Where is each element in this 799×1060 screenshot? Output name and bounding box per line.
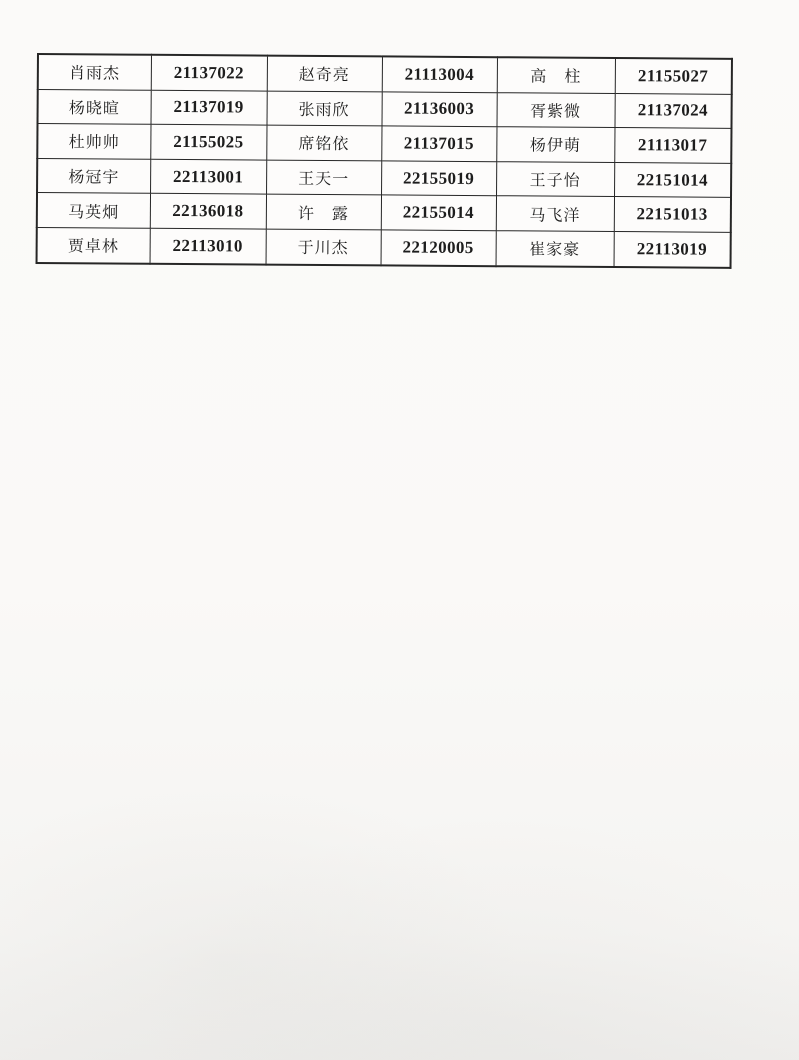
student-name-cell: 杨冠宇 [37,158,150,193]
student-name-cell: 高 柱 [497,57,615,93]
student-name-cell: 崔家豪 [496,231,614,267]
student-id-cell: 22120005 [381,230,496,266]
student-name-cell: 贾卓林 [37,227,150,263]
table-row [38,54,732,94]
student-name-cell: 张雨欣 [267,91,382,126]
student-name-cell: 马英炯 [37,193,150,228]
student-id-cell: 21136003 [381,92,496,127]
student-id-cell: 21137019 [151,90,267,125]
student-id-cell: 22113019 [614,231,731,267]
student-name-cell: 于川杰 [266,229,381,265]
table-row [37,124,731,163]
student-name-cell: 杨晓暄 [38,89,151,124]
student-id-cell: 22155014 [381,195,496,230]
student-name-cell: 王子怡 [496,161,614,196]
student-name-cell: 杨伊萌 [496,127,614,162]
student-name-cell: 赵奇亮 [267,56,382,92]
student-id-cell: 21137024 [614,93,731,128]
student-id-cell: 21113004 [382,56,497,92]
student-id-cell: 22136018 [150,194,266,229]
student-name-cell: 马飞洋 [496,196,614,231]
student-id-cell: 21137015 [381,126,496,161]
student-id-cell: 21155027 [615,58,732,94]
table-row [37,227,731,267]
student-name-cell: 杜帅帅 [37,124,150,159]
student-id-cell: 22151014 [614,162,731,197]
student-id-cell: 22113010 [150,228,266,264]
table-row [37,193,731,232]
table-row [37,158,731,197]
student-id-cell: 21137022 [151,55,267,91]
student-name-cell: 肖雨杰 [38,54,151,90]
student-id-cell: 22151013 [614,197,731,232]
student-id-cell: 22155019 [381,161,496,196]
student-roster-table [36,53,733,268]
student-name-cell: 王天一 [266,160,381,195]
table-row [38,89,732,128]
student-name-cell: 席铭依 [266,125,381,160]
student-name-cell: 许 露 [266,194,381,229]
student-id-cell: 21155025 [150,124,266,159]
student-name-cell: 胥紫微 [496,92,614,127]
student-id-cell: 22113001 [150,159,266,194]
student-id-cell: 21113017 [614,128,731,163]
